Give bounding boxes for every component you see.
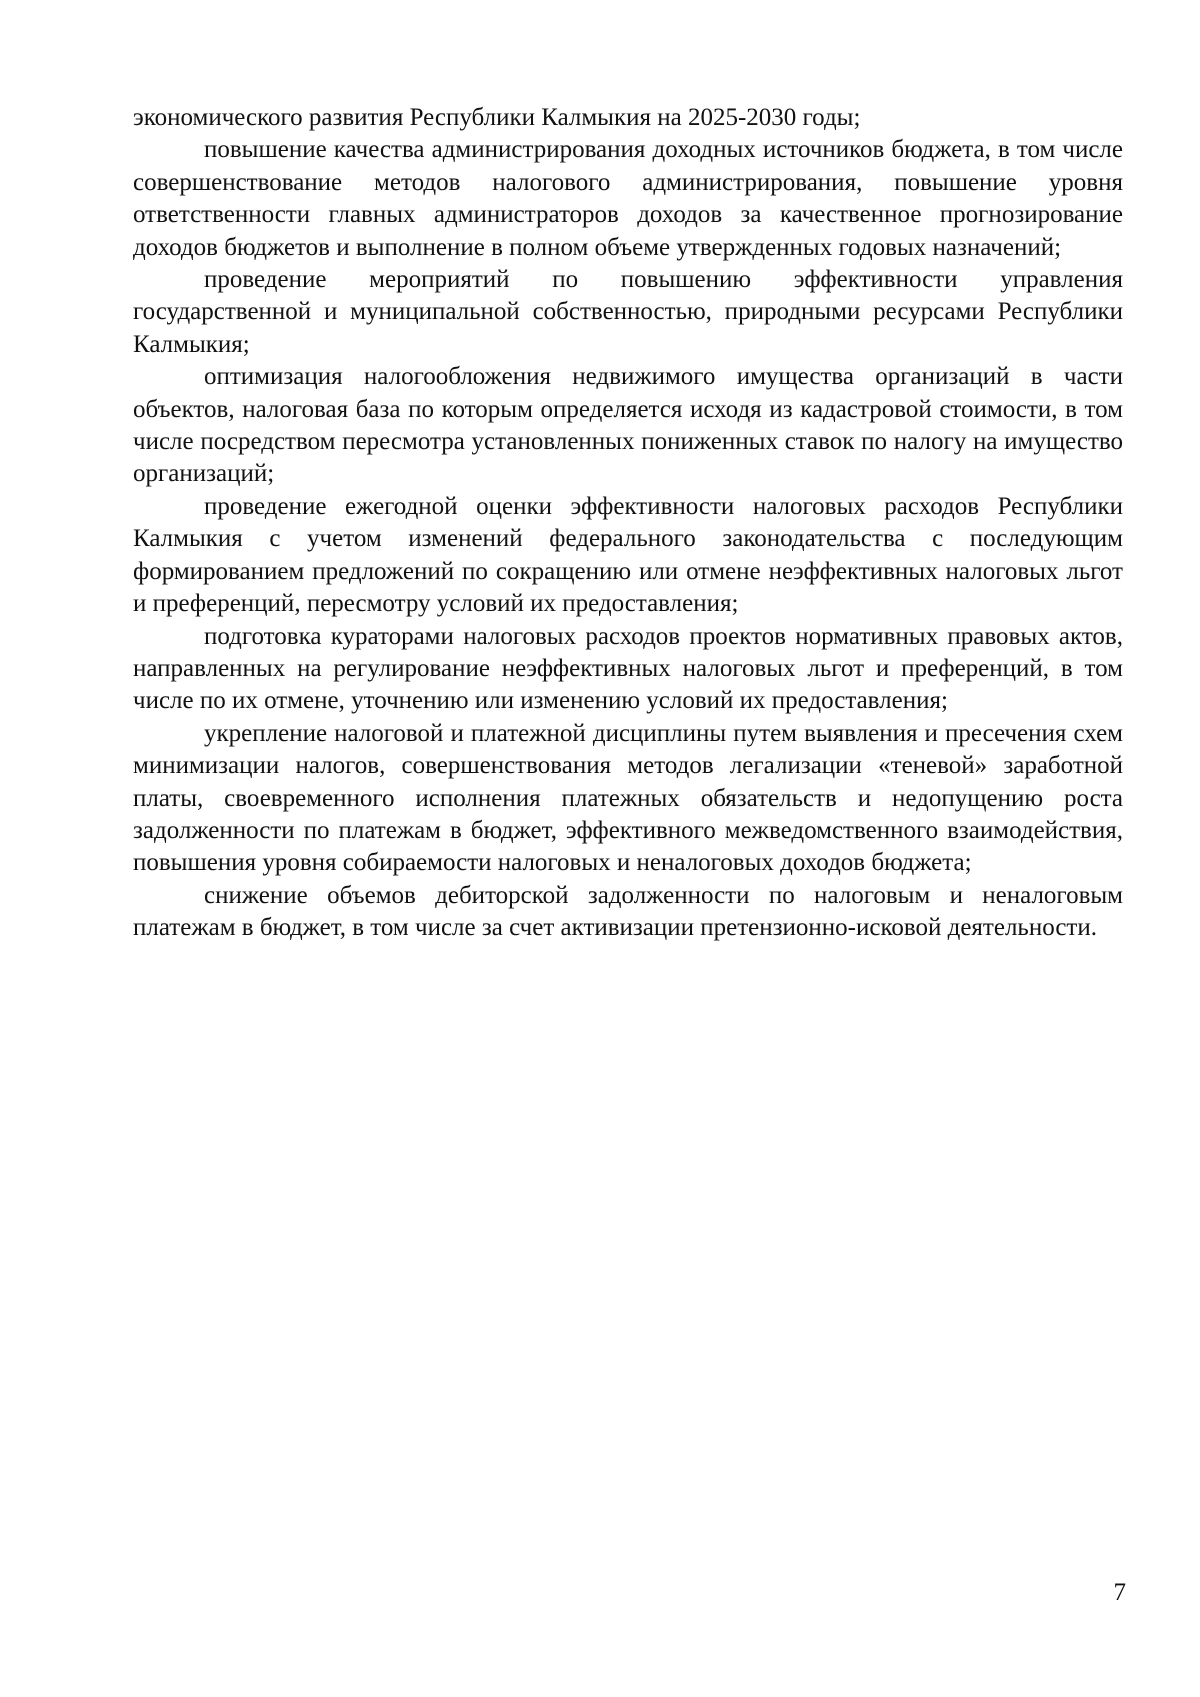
paragraph-revenue-administration: повышение качества администрирования доходных источников бюджета, в том числе совершенствование методов налогового администрирования, повышение уровня ответственности главных администраторов доходов за качественное прогнозирование доходов бюджетов и выполнение в полном объеме утвержденных годовых назначений; xyxy=(133,136,1123,261)
paragraph-tax-expenditure-evaluation: проведение ежегодной оценки эффективности налоговых расходов Республики Калмыкия с учетом изменений федерального законодательства с последующим формированием предложений по сокращению или отмене неэффективных налоговых льгот и преференций, пересмотру условий их предоставления; xyxy=(133,492,1123,618)
document-body xyxy=(133,102,1123,945)
paragraph-receivables-reduction: снижение объемов дебиторской задолженности по налоговым и неналоговым платежам в бюджет, в том числе за счет активизации претензионно-исковой деятельности. xyxy=(133,881,1123,942)
paragraph-tax-discipline: укрепление налоговой и платежной дисциплины путем выявления и пресечения схем минимизации налогов, совершенствования методов легализации «теневой» заработной платы, своевременного исполнения платежных обязательств и недопущению роста задолженности по платежам в бюджет, эффективного межведомственного взаимодействия, повышения уровня собираемости налоговых и неналоговых доходов бюджета; xyxy=(133,719,1123,877)
page-number: 7 xyxy=(1113,1579,1126,1606)
paragraph-legal-acts-preparation: подготовка кураторами налоговых расходов проектов нормативных правовых актов, направленных на регулирование неэффективных налоговых льгот и преференций, в том числе по их отмене, уточнению или изменению условий их предоставления; xyxy=(133,622,1123,715)
paragraph-property-management: проведение мероприятий по повышению эффективности управления государственной и муниципальной собственностью, природными ресурсами Республики Калмыкия; xyxy=(133,266,1123,358)
paragraph-continuation: экономического развития Республики Калмыкия на 2025-2030 годы; xyxy=(133,104,861,131)
paragraph-property-tax-optimization: оптимизация налогообложения недвижимого имущества организаций в части объектов, налоговая база по которым определяется исходя из кадастровой стоимости, в том числе посредством пересмотра установленных пониженных ставок по налогу на имущество организаций; xyxy=(133,363,1123,488)
